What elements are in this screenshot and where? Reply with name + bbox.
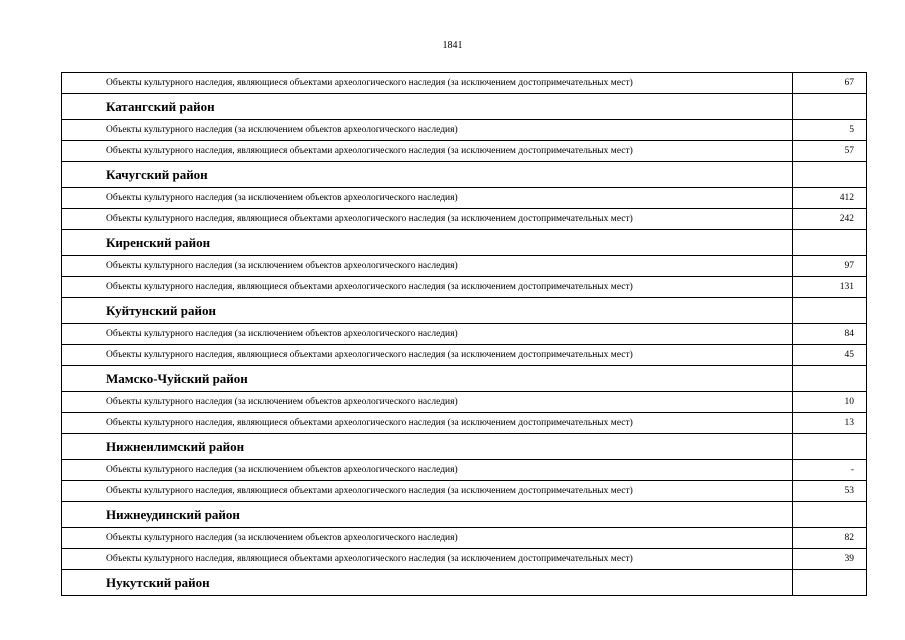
object-category: Объекты культурного наследия (за исключением объектов археологического наследия) <box>62 528 793 549</box>
table-row <box>62 345 867 366</box>
object-count <box>793 298 867 324</box>
district-name: Нукутский район <box>62 570 793 596</box>
table-row <box>62 277 867 298</box>
object-count <box>793 230 867 256</box>
table-row <box>62 460 867 481</box>
district-name: Качугский район <box>62 162 793 188</box>
district-header-row <box>62 502 867 528</box>
district-header-row <box>62 434 867 460</box>
table-row <box>62 209 867 230</box>
object-count <box>793 366 867 392</box>
district-name: Нижнеилимский район <box>62 434 793 460</box>
table-row <box>62 413 867 434</box>
table-body <box>62 73 867 596</box>
object-count: - <box>793 460 867 481</box>
table-row <box>62 73 867 94</box>
object-count: 84 <box>793 324 867 345</box>
object-count: 39 <box>793 549 867 570</box>
district-header-row <box>62 366 867 392</box>
district-name: Куйтунский район <box>62 298 793 324</box>
district-name: Нижнеудинский район <box>62 502 793 528</box>
object-count: 53 <box>793 481 867 502</box>
object-category: Объекты культурного наследия, являющиеся объектами археологического наследия (за исключением достопримечательных мест) <box>62 73 793 94</box>
table-row <box>62 481 867 502</box>
table-row <box>62 141 867 162</box>
district-header-row <box>62 162 867 188</box>
object-count <box>793 162 867 188</box>
object-category: Объекты культурного наследия, являющиеся объектами археологического наследия (за исключением достопримечательных мест) <box>62 481 793 502</box>
object-count: 82 <box>793 528 867 549</box>
object-category: Объекты культурного наследия, являющиеся объектами археологического наследия (за исключением достопримечательных мест) <box>62 549 793 570</box>
district-header-row <box>62 230 867 256</box>
object-category: Объекты культурного наследия, являющиеся объектами археологического наследия (за исключением достопримечательных мест) <box>62 413 793 434</box>
object-count: 242 <box>793 209 867 230</box>
object-count <box>793 434 867 460</box>
object-count: 97 <box>793 256 867 277</box>
heritage-objects-table <box>61 72 867 596</box>
object-count <box>793 570 867 596</box>
object-count: 412 <box>793 188 867 209</box>
page-number: 1841 <box>442 40 463 51</box>
object-category: Объекты культурного наследия, являющиеся объектами археологического наследия (за исключением достопримечательных мест) <box>62 345 793 366</box>
object-count: 67 <box>793 73 867 94</box>
object-category: Объекты культурного наследия, являющиеся объектами археологического наследия (за исключением достопримечательных мест) <box>62 141 793 162</box>
object-count <box>793 502 867 528</box>
object-category: Объекты культурного наследия, являющиеся объектами археологического наследия (за исключением достопримечательных мест) <box>62 277 793 298</box>
table-row <box>62 120 867 141</box>
table-row <box>62 256 867 277</box>
district-header-row <box>62 570 867 596</box>
object-count: 57 <box>793 141 867 162</box>
object-count: 131 <box>793 277 867 298</box>
district-name: Катангский район <box>62 94 793 120</box>
object-category: Объекты культурного наследия, являющиеся объектами археологического наследия (за исключением достопримечательных мест) <box>62 209 793 230</box>
object-category: Объекты культурного наследия (за исключением объектов археологического наследия) <box>62 324 793 345</box>
district-header-row <box>62 298 867 324</box>
object-count: 13 <box>793 413 867 434</box>
object-count: 10 <box>793 392 867 413</box>
object-count: 5 <box>793 120 867 141</box>
object-category: Объекты культурного наследия (за исключением объектов археологического наследия) <box>62 256 793 277</box>
table-row <box>62 528 867 549</box>
table-row <box>62 188 867 209</box>
district-name: Киренский район <box>62 230 793 256</box>
district-header-row <box>62 94 867 120</box>
object-category: Объекты культурного наследия (за исключением объектов археологического наследия) <box>62 120 793 141</box>
table-row <box>62 324 867 345</box>
district-name: Мамско-Чуйский район <box>62 366 793 392</box>
object-category: Объекты культурного наследия (за исключением объектов археологического наследия) <box>62 188 793 209</box>
table-row <box>62 392 867 413</box>
object-category: Объекты культурного наследия (за исключением объектов археологического наследия) <box>62 392 793 413</box>
object-category: Объекты культурного наследия (за исключением объектов археологического наследия) <box>62 460 793 481</box>
object-count <box>793 94 867 120</box>
object-count: 45 <box>793 345 867 366</box>
table-row <box>62 549 867 570</box>
